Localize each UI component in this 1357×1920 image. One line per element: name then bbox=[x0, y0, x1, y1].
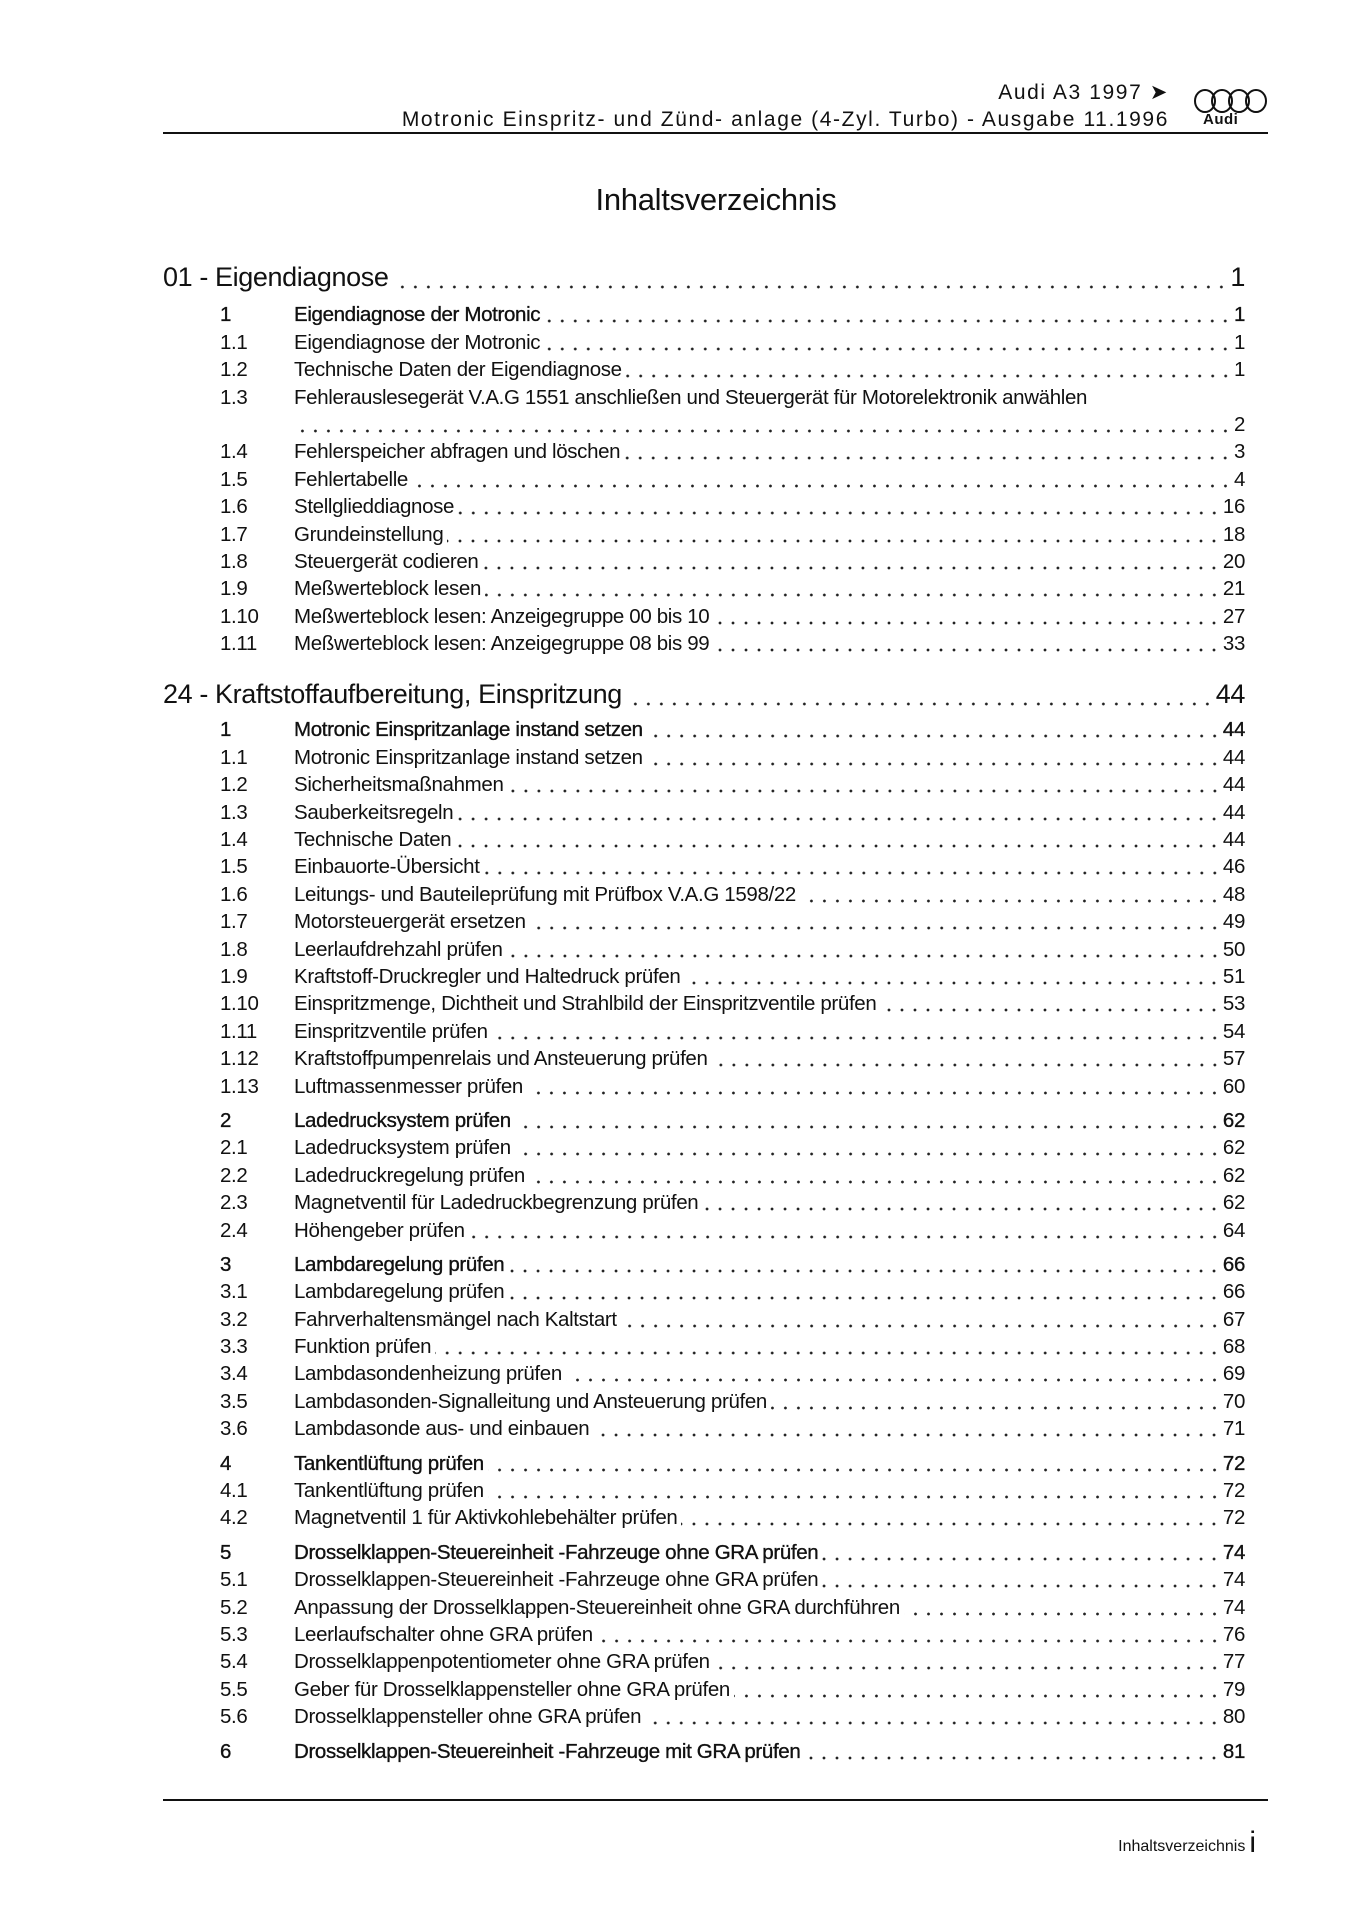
dot-leader bbox=[435, 1335, 1221, 1355]
entry-title: Höhengeber prüfen bbox=[294, 1218, 465, 1242]
page-number: 62 bbox=[1222, 1191, 1245, 1215]
entry-title: Drosselklappenpotentiometer ohne GRA prüfen bbox=[294, 1650, 710, 1674]
footer bbox=[1118, 1826, 1256, 1859]
entry-number: 2.1 bbox=[220, 1136, 248, 1160]
dot-leader bbox=[527, 1075, 1221, 1095]
page-number: 67 bbox=[1222, 1307, 1245, 1331]
entry-number: 1.8 bbox=[220, 549, 248, 573]
page-number: 66 bbox=[1222, 1252, 1245, 1276]
dot-leader bbox=[734, 1678, 1221, 1698]
entry-number: 1.5 bbox=[220, 855, 248, 879]
entry-number: 1.10 bbox=[220, 604, 259, 628]
dot-leader bbox=[702, 1191, 1221, 1211]
entry-title: Meßwerteblock lesen: Anzeigegruppe 00 bis 10 bbox=[294, 604, 710, 628]
page-number: 72 bbox=[1222, 1506, 1245, 1530]
entry-number: 3.1 bbox=[220, 1280, 248, 1304]
page-number: 1 bbox=[1233, 358, 1245, 382]
page-number: 44 bbox=[1222, 745, 1245, 769]
entry-number: 5.5 bbox=[220, 1677, 248, 1701]
page-number: 49 bbox=[1222, 910, 1245, 934]
entry-number: 4.1 bbox=[220, 1479, 248, 1503]
entry-number: 5.6 bbox=[220, 1705, 248, 1729]
dot-leader bbox=[485, 577, 1221, 597]
toc-entry[interactable] bbox=[163, 437, 1245, 464]
page-number: 62 bbox=[1222, 1108, 1245, 1132]
entry-number: 1.1 bbox=[220, 745, 248, 769]
page-number: 71 bbox=[1222, 1417, 1245, 1441]
dot-leader bbox=[626, 358, 1232, 378]
toc-entry[interactable] bbox=[163, 327, 1245, 354]
dot-leader bbox=[529, 1164, 1221, 1184]
page-number: 50 bbox=[1222, 937, 1245, 961]
entry-title: Ladedruckregelung prüfen bbox=[294, 1163, 525, 1187]
page-number: 60 bbox=[1222, 1074, 1245, 1098]
entry-title: Technische Daten bbox=[294, 828, 452, 852]
page-number: 4 bbox=[1233, 467, 1245, 491]
entry-number: 1 bbox=[220, 303, 232, 327]
toc-entry[interactable] bbox=[163, 1448, 1245, 1475]
footer-page-number: i bbox=[1249, 1826, 1256, 1859]
entry-number: 1.3 bbox=[220, 800, 248, 824]
toc-entry[interactable] bbox=[163, 989, 1245, 1016]
entry-title: Technische Daten der Eigendiagnose bbox=[294, 358, 622, 382]
page-number: 76 bbox=[1222, 1622, 1245, 1646]
entry-title: Funktion prüfen bbox=[294, 1335, 432, 1359]
toc-entry[interactable] bbox=[163, 492, 1245, 519]
page-number: 46 bbox=[1222, 855, 1245, 879]
page-number: 80 bbox=[1222, 1705, 1245, 1729]
toc-entry[interactable] bbox=[163, 1044, 1245, 1071]
entry-title: Eigendiagnose der Motronic bbox=[294, 303, 541, 327]
page-number: 66 bbox=[1222, 1280, 1245, 1304]
toc-entry[interactable] bbox=[163, 1215, 1245, 1242]
page-number: 62 bbox=[1222, 1136, 1245, 1160]
entry-number: 5.2 bbox=[220, 1595, 248, 1619]
dot-leader bbox=[482, 550, 1220, 570]
toc-entry[interactable] bbox=[163, 1359, 1245, 1386]
table-of-contents bbox=[163, 256, 1245, 1764]
entry-number: 6 bbox=[220, 1739, 232, 1763]
entry-number: 5 bbox=[220, 1540, 232, 1564]
entry-title: Magnetventil 1 für Aktivkohlebehälter prüfen bbox=[294, 1506, 678, 1530]
toc-entry[interactable] bbox=[163, 1133, 1245, 1160]
header-model: Audi A3 1997 ➤ bbox=[998, 81, 1169, 104]
entry-number: 1.6 bbox=[220, 495, 248, 519]
dot-leader bbox=[621, 1308, 1221, 1328]
page-number: 44 bbox=[1222, 718, 1245, 742]
toc-entry[interactable] bbox=[163, 574, 1245, 601]
toc-entry[interactable] bbox=[163, 300, 1245, 327]
footer-label: Inhaltsverzeichnis bbox=[1118, 1838, 1246, 1855]
toc-entry[interactable] bbox=[163, 1386, 1245, 1413]
toc-entry[interactable] bbox=[163, 1674, 1245, 1701]
page-number: 44 bbox=[1215, 679, 1245, 710]
toc-entry[interactable] bbox=[163, 464, 1245, 491]
dot-leader bbox=[880, 992, 1220, 1012]
entry-title: Steuergerät codieren bbox=[294, 549, 479, 573]
dot-leader bbox=[492, 1020, 1221, 1040]
page-number: 3 bbox=[1233, 440, 1245, 464]
toc-entry[interactable] bbox=[163, 547, 1245, 574]
dot-leader bbox=[645, 1705, 1221, 1725]
page-number: 74 bbox=[1222, 1595, 1245, 1619]
entry-number: 1.9 bbox=[220, 577, 248, 601]
entry-number: 1.5 bbox=[220, 467, 248, 491]
dot-leader bbox=[804, 1740, 1220, 1760]
dot-leader bbox=[626, 686, 1214, 706]
entry-number: 1.12 bbox=[220, 1047, 259, 1071]
entry-number: 3.3 bbox=[220, 1335, 248, 1359]
toc-section-heading[interactable] bbox=[163, 256, 1245, 293]
dot-leader bbox=[508, 1253, 1221, 1273]
toc-entry[interactable] bbox=[163, 770, 1245, 797]
entry-title: Leerlaufdrehzahl prüfen bbox=[294, 937, 503, 961]
entry-number: 1.9 bbox=[220, 964, 248, 988]
toc-entry[interactable] bbox=[163, 1106, 1245, 1133]
entry-title: Drosselklappensteller ohne GRA prüfen bbox=[294, 1705, 642, 1729]
entry-title: Drosselklappen-Steuereinheit -Fahrzeuge ohne GRA prüfen bbox=[294, 1568, 819, 1592]
entry-number: 1 bbox=[220, 718, 232, 742]
entry-number: 2 bbox=[220, 1108, 232, 1132]
dot-leader bbox=[412, 468, 1232, 488]
dot-leader bbox=[488, 1452, 1221, 1472]
toc-entry[interactable] bbox=[163, 852, 1245, 879]
toc-entry[interactable] bbox=[163, 355, 1245, 382]
entry-number: 5.3 bbox=[220, 1622, 248, 1646]
page-number: 44 bbox=[1222, 773, 1245, 797]
toc-entry[interactable] bbox=[163, 1702, 1245, 1729]
entry-title: Einspritzventile prüfen bbox=[294, 1019, 488, 1043]
dot-leader bbox=[457, 801, 1221, 821]
dot-leader bbox=[684, 965, 1220, 985]
page-number: 1 bbox=[1233, 330, 1245, 354]
page-number: 72 bbox=[1222, 1479, 1245, 1503]
toc-entry[interactable] bbox=[163, 1332, 1245, 1359]
toc-entry[interactable] bbox=[163, 934, 1245, 961]
entry-title: Grundeinstellung bbox=[294, 522, 444, 546]
toc-entry[interactable] bbox=[163, 1592, 1245, 1619]
dot-leader bbox=[392, 269, 1228, 289]
toc-entry[interactable] bbox=[163, 1414, 1245, 1441]
dot-leader bbox=[469, 1219, 1221, 1239]
toc-entry[interactable] bbox=[163, 1565, 1245, 1592]
page-number: 21 bbox=[1222, 577, 1245, 601]
toc-entry[interactable] bbox=[163, 1503, 1245, 1530]
entry-title: Tankentlüftung prüfen bbox=[294, 1451, 484, 1475]
page-number: 20 bbox=[1222, 549, 1245, 573]
entry-number: 3.6 bbox=[220, 1417, 248, 1441]
dot-leader bbox=[298, 413, 1232, 433]
toc-entry[interactable] bbox=[163, 1736, 1245, 1763]
dot-leader bbox=[515, 1136, 1221, 1156]
entry-number: 1.2 bbox=[220, 773, 248, 797]
entry-title: Fehlerspeicher abfragen und löschen bbox=[294, 440, 621, 464]
toc-entry-continuation[interactable] bbox=[163, 410, 1245, 437]
entry-number: 5.4 bbox=[220, 1650, 248, 1674]
page-number: 18 bbox=[1222, 522, 1245, 546]
entry-title: Lambdasonde aus- und einbauen bbox=[294, 1417, 590, 1441]
toc-entry[interactable] bbox=[163, 742, 1245, 769]
entry-title: Leitungs- und Bauteileprüfung mit Prüfbox V.A.G 1598/22 bbox=[294, 882, 796, 906]
dot-leader bbox=[647, 718, 1221, 738]
audi-logo-text: Audi bbox=[1203, 111, 1239, 128]
entry-number: 3 bbox=[220, 1252, 232, 1276]
page-number: 53 bbox=[1222, 992, 1245, 1016]
dot-leader bbox=[488, 1479, 1221, 1499]
page-number: 1 bbox=[1233, 303, 1245, 327]
entry-number: 1.8 bbox=[220, 937, 248, 961]
dot-leader bbox=[507, 938, 1221, 958]
entry-number: 3.5 bbox=[220, 1389, 248, 1413]
entry-title: Sicherheitsmaßnahmen bbox=[294, 773, 504, 797]
toc-entry[interactable] bbox=[163, 1016, 1245, 1043]
entry-title: Fahrverhaltensmängel nach Kaltstart bbox=[294, 1307, 617, 1331]
toc-entry[interactable] bbox=[163, 1250, 1245, 1277]
entry-number: 1.3 bbox=[220, 385, 248, 409]
entry-title: Leerlaufschalter ohne GRA prüfen bbox=[294, 1622, 593, 1646]
toc-entry[interactable] bbox=[163, 1304, 1245, 1331]
entry-number: 2.4 bbox=[220, 1218, 248, 1242]
footer-rule bbox=[163, 1799, 1268, 1801]
toc-entry[interactable] bbox=[163, 1537, 1245, 1564]
toc-entry[interactable] bbox=[163, 1188, 1245, 1215]
toc-entry[interactable] bbox=[163, 601, 1245, 628]
page-number: 44 bbox=[1222, 828, 1245, 852]
entry-number: 1.4 bbox=[220, 440, 248, 464]
dot-leader bbox=[624, 440, 1232, 460]
entry-number: 5.1 bbox=[220, 1568, 248, 1592]
entry-title: Kraftstoff-Druckregler und Haltedruck prüfen bbox=[294, 964, 681, 988]
dot-leader bbox=[713, 605, 1221, 625]
entry-title: Luftmassenmesser prüfen bbox=[294, 1074, 523, 1098]
entry-number: 2.2 bbox=[220, 1163, 248, 1187]
toc-entry[interactable] bbox=[163, 382, 1245, 409]
dot-leader bbox=[447, 523, 1220, 543]
dot-leader bbox=[566, 1362, 1221, 1382]
entry-title: Stellglieddiagnose bbox=[294, 495, 455, 519]
dot-leader bbox=[713, 632, 1221, 652]
dot-leader bbox=[455, 828, 1221, 848]
entry-title: Drosselklappen-Steuereinheit -Fahrzeuge ohne GRA prüfen bbox=[294, 1540, 819, 1564]
entry-title: Fehlerauslesegerät V.A.G 1551 anschließen und Steuergerät für Motorelektronik anwählen bbox=[294, 385, 1088, 409]
entry-number: 3.4 bbox=[220, 1362, 248, 1386]
entry-title: Tankentlüftung prüfen bbox=[294, 1479, 484, 1503]
dot-leader bbox=[544, 303, 1232, 323]
dot-leader bbox=[508, 1280, 1221, 1300]
dot-leader bbox=[822, 1568, 1221, 1588]
entry-title: Sauberkeitsregeln bbox=[294, 800, 454, 824]
entry-number: 1.7 bbox=[220, 522, 248, 546]
dot-leader bbox=[508, 773, 1221, 793]
header-rule bbox=[163, 132, 1268, 134]
page-number: 64 bbox=[1222, 1218, 1245, 1242]
page-number: 69 bbox=[1222, 1362, 1245, 1386]
page-number: 33 bbox=[1222, 632, 1245, 656]
page-number: 16 bbox=[1222, 495, 1245, 519]
page-number: 48 bbox=[1222, 882, 1245, 906]
dot-leader bbox=[530, 910, 1221, 930]
header-subtitle: Motronic Einspritz- und Zünd- anlage (4-Zyl. Turbo) - Ausgabe 11.1996 bbox=[401, 108, 1169, 131]
dot-leader bbox=[593, 1417, 1221, 1437]
toc-entry[interactable] bbox=[163, 629, 1245, 656]
entry-number: 1.4 bbox=[220, 828, 248, 852]
entry-title: Ladedrucksystem prüfen bbox=[294, 1108, 511, 1132]
dot-leader bbox=[647, 746, 1221, 766]
entry-title: Einspritzmenge, Dichtheit und Strahlbild der Einspritzventile prüfen bbox=[294, 992, 877, 1016]
dot-leader bbox=[544, 331, 1232, 351]
page-number: 27 bbox=[1222, 604, 1245, 628]
entry-title: Kraftstoffpumpenrelais und Ansteuerung prüfen bbox=[294, 1047, 708, 1071]
dot-leader bbox=[904, 1596, 1221, 1616]
dot-leader bbox=[800, 883, 1221, 903]
toc-entry[interactable] bbox=[163, 1620, 1245, 1647]
dot-leader bbox=[484, 855, 1221, 875]
page-number: 54 bbox=[1222, 1019, 1245, 1043]
toc-entry[interactable] bbox=[163, 1647, 1245, 1674]
entry-number: 1.11 bbox=[220, 1019, 257, 1043]
entry-title: Fehlertabelle bbox=[294, 467, 408, 491]
dot-leader bbox=[681, 1506, 1220, 1526]
dot-leader bbox=[714, 1650, 1221, 1670]
page-number: 44 bbox=[1222, 800, 1245, 824]
toc-entry[interactable] bbox=[163, 825, 1245, 852]
entry-title: Einbauorte-Übersicht bbox=[294, 855, 480, 879]
entry-title: Ladedrucksystem prüfen bbox=[294, 1136, 511, 1160]
page-number: 68 bbox=[1222, 1335, 1245, 1359]
entry-number: 1.13 bbox=[220, 1074, 259, 1098]
entry-title: Motronic Einspritzanlage instand setzen bbox=[294, 718, 643, 742]
entry-title: Motorsteuergerät ersetzen bbox=[294, 910, 526, 934]
page-number: 72 bbox=[1222, 1451, 1245, 1475]
page-number: 74 bbox=[1222, 1540, 1245, 1564]
section-title: 24 - Kraftstoffaufbereitung, Einspritzung bbox=[163, 679, 622, 710]
entry-number: 1.11 bbox=[220, 632, 257, 656]
page-number: 2 bbox=[1233, 412, 1245, 436]
entry-number: 2.3 bbox=[220, 1191, 248, 1215]
page-number: 1 bbox=[1230, 262, 1245, 292]
dot-leader bbox=[822, 1541, 1221, 1561]
toc-entry[interactable] bbox=[163, 1277, 1245, 1304]
entry-title: Magnetventil für Ladedruckbegrenzung prüfen bbox=[294, 1191, 699, 1215]
entry-title: Lambdasondenheizung prüfen bbox=[294, 1362, 562, 1386]
toc-section-heading[interactable] bbox=[163, 673, 1245, 710]
section-title: 01 - Eigendiagnose bbox=[163, 262, 389, 292]
dot-leader bbox=[458, 495, 1221, 515]
entry-title: Motronic Einspritzanlage instand setzen bbox=[294, 745, 643, 769]
entry-number: 4 bbox=[220, 1451, 232, 1475]
page-title: Inhaltsverzeichnis bbox=[595, 182, 837, 217]
entry-title: Eigendiagnose der Motronic bbox=[294, 330, 541, 354]
toc-entry[interactable] bbox=[163, 1476, 1245, 1503]
page-number: 62 bbox=[1222, 1163, 1245, 1187]
dot-leader bbox=[515, 1109, 1221, 1129]
toc-entry[interactable] bbox=[163, 1071, 1245, 1098]
entry-title: Geber für Drosselklappensteller ohne GRA prüfen bbox=[294, 1677, 730, 1701]
page-number: 74 bbox=[1222, 1568, 1245, 1592]
toc-entry[interactable] bbox=[163, 797, 1245, 824]
toc-entry[interactable] bbox=[163, 879, 1245, 906]
entry-title: Lambdasonden-Signalleitung und Ansteuerung prüfen bbox=[294, 1389, 767, 1413]
entry-number: 1.1 bbox=[220, 330, 248, 354]
entry-number: 3.2 bbox=[220, 1307, 248, 1331]
entry-title: Drosselklappen-Steuereinheit -Fahrzeuge mit GRA prüfen bbox=[294, 1739, 801, 1763]
entry-title: Anpassung der Drosselklappen-Steuereinheit ohne GRA durchführen bbox=[294, 1595, 900, 1619]
dot-leader bbox=[597, 1623, 1221, 1643]
toc-entry[interactable] bbox=[163, 1160, 1245, 1187]
page-number: 79 bbox=[1222, 1677, 1245, 1701]
toc-entry[interactable] bbox=[163, 907, 1245, 934]
dot-leader bbox=[712, 1047, 1221, 1067]
dot-leader bbox=[771, 1390, 1221, 1410]
page-number: 51 bbox=[1222, 964, 1245, 988]
entry-title: Meßwerteblock lesen bbox=[294, 577, 482, 601]
entry-number: 1.10 bbox=[220, 992, 259, 1016]
toc-entry[interactable] bbox=[163, 962, 1245, 989]
page-number: 81 bbox=[1222, 1739, 1245, 1763]
entry-number: 1.2 bbox=[220, 358, 248, 382]
entry-title: Lambdaregelung prüfen bbox=[294, 1280, 505, 1304]
entry-number: 1.6 bbox=[220, 882, 248, 906]
toc-entry[interactable] bbox=[163, 519, 1245, 546]
page-number: 70 bbox=[1222, 1389, 1245, 1413]
entry-title: Meßwerteblock lesen: Anzeigegruppe 08 bis 99 bbox=[294, 632, 710, 656]
entry-number: 1.7 bbox=[220, 910, 248, 934]
page-number: 57 bbox=[1222, 1047, 1245, 1071]
entry-number: 4.2 bbox=[220, 1506, 248, 1530]
page-number: 77 bbox=[1222, 1650, 1245, 1674]
toc-entry[interactable] bbox=[163, 715, 1245, 742]
entry-title: Lambdaregelung prüfen bbox=[294, 1252, 505, 1276]
